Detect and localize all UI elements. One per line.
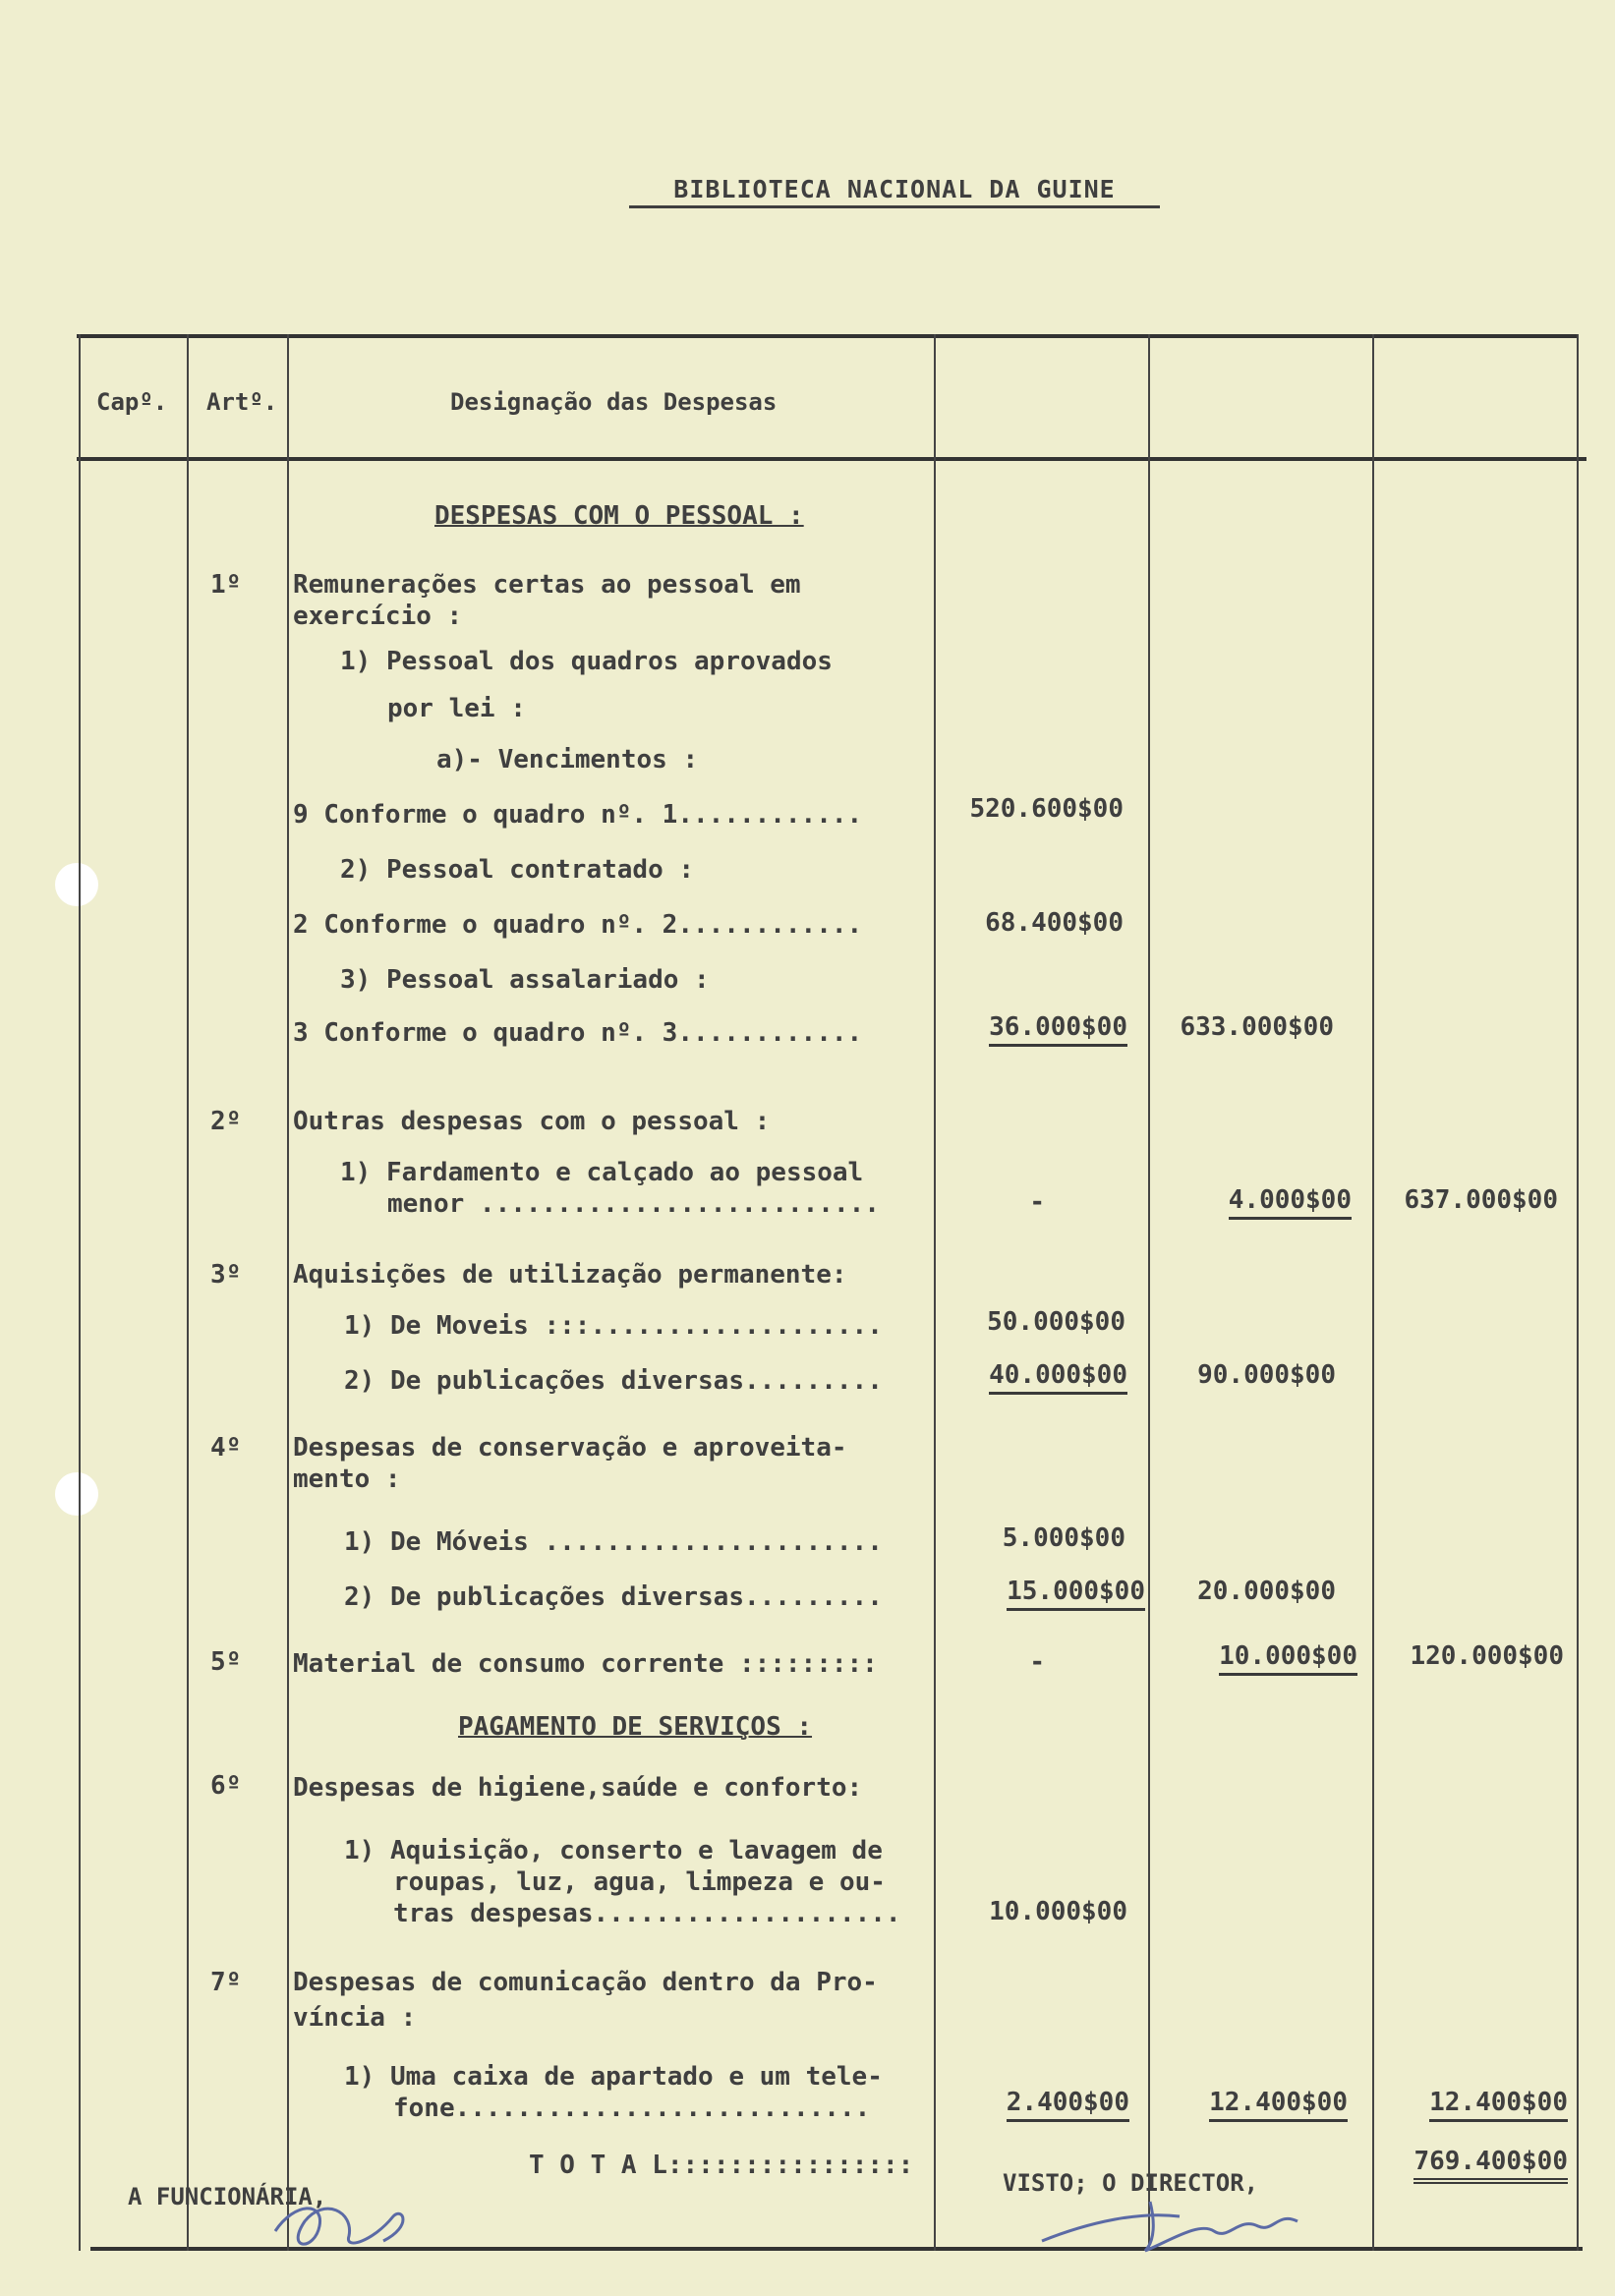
conf3-subtotal: 633.000$00 — [1180, 1012, 1334, 1042]
col-border-desig — [934, 334, 936, 2251]
caixa-subtotal: 12.400$00 — [1209, 2088, 1348, 2122]
art-number-2: 2º — [210, 1107, 242, 1136]
col-border-v2 — [1372, 334, 1374, 2251]
punch-hole-top — [55, 863, 98, 906]
art-number-1: 1º — [210, 570, 242, 600]
art6-label: Despesas de higiene,saúde e conforto: — [293, 1773, 863, 1803]
column-header-designacao: Designação das Despesas — [450, 388, 778, 416]
grand-total: 769.400$00 — [1413, 2147, 1568, 2184]
visto-director-label: VISTO; O DIRECTOR, — [1003, 2169, 1259, 2197]
moveis4-label: 1) De Móveis ...................... — [344, 1527, 883, 1557]
art5-label: Material de consumo corrente ::::::::: — [293, 1649, 878, 1679]
table-top-rule — [77, 334, 1579, 338]
column-header-cap: Capº. — [96, 388, 168, 416]
col-border-v1 — [1148, 334, 1150, 2251]
quadros-line2: por lei : — [387, 694, 526, 723]
col-border-right — [1577, 334, 1579, 2251]
col-border-cap — [187, 334, 189, 2251]
conf3-value: 36.000$00 — [989, 1012, 1127, 1047]
art5-value-dash: - — [1029, 1647, 1045, 1677]
section-heading-pessoal: DESPESAS COM O PESSOAL : — [434, 501, 804, 531]
caixa-total: 12.400$00 — [1429, 2088, 1568, 2122]
quadros-line1: 1) Pessoal dos quadros aprovados — [340, 647, 833, 676]
fardamento-total: 637.000$00 — [1404, 1185, 1558, 1215]
funcionaria-signature — [265, 2182, 442, 2261]
punch-hole-bottom — [55, 1472, 98, 1516]
col-border-left — [79, 334, 81, 2251]
conf1-label: 9 Conforme o quadro nº. 1............ — [293, 800, 863, 830]
art4-line1: Despesas de conservação e aproveita- — [293, 1433, 847, 1463]
publicacoes3-label: 2) De publicações diversas......... — [344, 1366, 883, 1396]
director-signature — [1032, 2182, 1317, 2270]
caixa-line1: 1) Uma caixa de apartado e um tele- — [344, 2062, 883, 2092]
art4-line2: mento : — [293, 1464, 401, 1494]
caixa-value: 2.400$00 — [1007, 2088, 1129, 2122]
art-number-3: 3º — [210, 1260, 242, 1290]
art1-line2: exercício : — [293, 602, 463, 631]
publicacoes4-subtotal: 20.000$00 — [1197, 1577, 1336, 1606]
funcionaria-label: A FUNCIONÁRIA, — [128, 2183, 327, 2210]
fardamento-subtotal: 4.000$00 — [1229, 1185, 1352, 1220]
art-number-7: 7º — [210, 1968, 242, 1997]
fardamento-value-dash: - — [1029, 1187, 1045, 1217]
total-label: T O T A L:::::::::::::::: — [529, 2151, 914, 2180]
art1-line1: Remunerações certas ao pessoal em — [293, 570, 801, 600]
aquisicao-line1: 1) Aquisição, conserto e lavagem de — [344, 1836, 883, 1866]
moveis3-value: 50.000$00 — [987, 1307, 1125, 1337]
publicacoes4-label: 2) De publicações diversas......... — [344, 1582, 883, 1612]
moveis3-label: 1) De Moveis :::................... — [344, 1311, 883, 1341]
art7-line1: Despesas de comunicação dentro da Pro- — [293, 1968, 878, 1997]
conf2-value: 68.400$00 — [985, 908, 1124, 938]
assalariado-label: 3) Pessoal assalariado : — [340, 965, 710, 995]
column-header-art: Artº. — [206, 388, 278, 416]
caixa-line2: fone........................... — [393, 2094, 871, 2123]
page-title: BIBLIOTECA NACIONAL DA GUINE — [629, 175, 1160, 208]
col-border-art — [287, 334, 289, 2251]
section-heading-servicos: PAGAMENTO DE SERVIÇOS : — [458, 1712, 813, 1742]
art-number-5: 5º — [210, 1647, 242, 1677]
fardamento-line2: menor .......................... — [387, 1189, 880, 1219]
fardamento-line1: 1) Fardamento e calçado ao pessoal — [340, 1158, 864, 1187]
publicacoes4-value: 15.000$00 — [1007, 1577, 1145, 1611]
conf1-value: 520.600$00 — [969, 794, 1124, 824]
vencimentos-label: a)- Vencimentos : — [436, 745, 699, 775]
art5-subtotal: 10.000$00 — [1219, 1641, 1357, 1676]
art2-label: Outras despesas com o pessoal : — [293, 1107, 771, 1136]
aquisicao-line3: tras despesas.................... — [393, 1899, 901, 1928]
publicacoes3-subtotal: 90.000$00 — [1197, 1360, 1336, 1390]
header-bottom-rule — [77, 457, 1586, 461]
art-number-6: 6º — [210, 1771, 242, 1801]
publicacoes3-value: 40.000$00 — [989, 1360, 1127, 1395]
art-number-4: 4º — [210, 1433, 242, 1463]
conf2-label: 2 Conforme o quadro nº. 2............ — [293, 910, 863, 940]
art3-label: Aquisições de utilização permanente: — [293, 1260, 847, 1290]
contratado-label: 2) Pessoal contratado : — [340, 855, 695, 885]
aquisicao-value: 10.000$00 — [989, 1897, 1127, 1926]
art7-line2: víncia : — [293, 2003, 417, 2033]
aquisicao-line2: roupas, luz, agua, limpeza e ou- — [393, 1867, 886, 1897]
art5-total: 120.000$00 — [1410, 1641, 1564, 1671]
moveis4-value: 5.000$00 — [1002, 1523, 1125, 1553]
conf3-label: 3 Conforme o quadro nº. 3............ — [293, 1018, 863, 1048]
